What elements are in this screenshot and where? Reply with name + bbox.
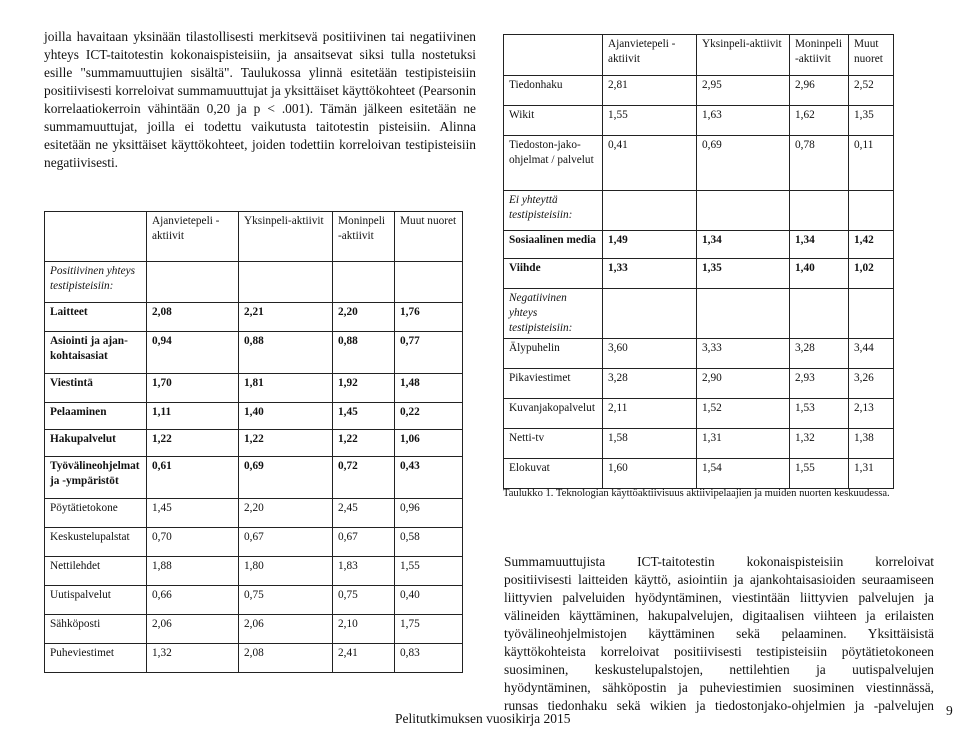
table-row <box>504 429 894 459</box>
cell-value: 1,63 <box>697 106 790 136</box>
row-label: Laitteet <box>45 303 147 332</box>
cell-value: 1,45 <box>333 403 395 430</box>
cell-value: 0,43 <box>395 457 463 499</box>
summary-line: välineiden käyttäminen, hakupalvelujen, digitaalisen viihteen ja erilaisten <box>504 608 934 623</box>
table-row <box>45 557 463 586</box>
table-row <box>504 231 894 259</box>
table-row <box>504 76 894 106</box>
cell-value: 1,83 <box>333 557 395 586</box>
cell-value: 1,76 <box>395 303 463 332</box>
row-label: Työvälineohjelmat ja -ympäristöt <box>45 457 147 499</box>
cell-value: 1,31 <box>849 459 894 489</box>
column-header: Yksinpeli-aktiivit <box>697 35 790 76</box>
cell-value: 1,48 <box>395 374 463 403</box>
table-row <box>45 615 463 644</box>
summary-line: käyttökohteista korreloivat positiivisesti testipisteisiin pöytätietokoneen <box>504 644 934 659</box>
cell-value: 1,40 <box>790 259 849 289</box>
cell-value: 0,70 <box>147 528 239 557</box>
table-row <box>45 332 463 374</box>
cell-value: 2,11 <box>603 399 697 429</box>
cell-value: 1,52 <box>697 399 790 429</box>
cell-value: 1,70 <box>147 374 239 403</box>
row-label: Tiedonhaku <box>504 76 603 106</box>
cell-value: 2,13 <box>849 399 894 429</box>
row-label: Uutispalvelut <box>45 586 147 615</box>
cell-value: 1,22 <box>147 430 239 457</box>
cell-value: 0,69 <box>239 457 333 499</box>
cell-value: 2,96 <box>790 76 849 106</box>
row-label: Pikaviestimet <box>504 369 603 399</box>
intro-line: negatiivisesti. <box>44 155 119 170</box>
cell-value: 1,22 <box>333 430 395 457</box>
summary-line: työvälineohjelmistojen käyttäminen sekä pelaaminen. Yksittäisistä <box>504 626 934 641</box>
cell-value: 0,72 <box>333 457 395 499</box>
cell-value: 0,88 <box>333 332 395 374</box>
cell-value: 2,93 <box>790 369 849 399</box>
cell-value: 2,20 <box>333 303 395 332</box>
cell-value: 1,80 <box>239 557 333 586</box>
cell-value: 2,52 <box>849 76 894 106</box>
cell-value: 0,78 <box>790 136 849 191</box>
cell-value: 3,33 <box>697 339 790 369</box>
cell-value: 1,40 <box>239 403 333 430</box>
cell-value: 0,69 <box>697 136 790 191</box>
row-label: Netti-tv <box>504 429 603 459</box>
intro-line: korrelaatiokerroin vähintään 0,20 ja p < .001). Tämän jälkeen esitetään ne <box>44 101 476 116</box>
row-label: Sähköposti <box>45 615 147 644</box>
cell-value: 0,75 <box>333 586 395 615</box>
cell-value: 0,22 <box>395 403 463 430</box>
row-label: Viihde <box>504 259 603 289</box>
cell-value: 2,41 <box>333 644 395 673</box>
column-header: Ajanvietepeli -aktiivit <box>147 212 239 262</box>
cell-value: 1,33 <box>603 259 697 289</box>
cell-value: 0,40 <box>395 586 463 615</box>
row-label: Nettilehdet <box>45 557 147 586</box>
cell-value: 1,92 <box>333 374 395 403</box>
cell-value: 2,10 <box>333 615 395 644</box>
table-row <box>504 136 894 191</box>
cell-value: 1,62 <box>790 106 849 136</box>
row-label: Älypuhelin <box>504 339 603 369</box>
row-label: Pöytätietokone <box>45 499 147 528</box>
section-row <box>45 262 463 303</box>
intro-line: yhteys ICT-taitotestin kokonaispisteisiin, ja ansaitsevat siksi tulla nostetuksi <box>44 47 476 62</box>
section-row <box>504 289 894 339</box>
section-label-negative: Negatiivinen yhteys testipisteisiin: <box>504 289 603 339</box>
cell-value: 0,96 <box>395 499 463 528</box>
column-header: Yksinpeli-aktiivit <box>239 212 333 262</box>
cell-value: 0,41 <box>603 136 697 191</box>
cell-value: 1,55 <box>790 459 849 489</box>
table-row <box>504 369 894 399</box>
row-label: Hakupalvelut <box>45 430 147 457</box>
row-label: Elokuvat <box>504 459 603 489</box>
table-row <box>504 339 894 369</box>
summary-line: positiivisesti laitteiden käyttö, asiointiin ja ajankohtaisasioiden seuraamiseen <box>504 572 934 587</box>
cell-value: 1,06 <box>395 430 463 457</box>
cell-value: 1,49 <box>603 231 697 259</box>
cell-value: 0,58 <box>395 528 463 557</box>
table-row <box>504 459 894 489</box>
intro-paragraph <box>44 28 476 172</box>
row-label: Sosiaalinen media <box>504 231 603 259</box>
table-row <box>504 106 894 136</box>
cell-value: 0,66 <box>147 586 239 615</box>
table-row <box>45 303 463 332</box>
row-label: Tiedoston-jako-ohjelmat / palvelut <box>504 136 603 191</box>
cell-value: 1,88 <box>147 557 239 586</box>
cell-value: 1,38 <box>849 429 894 459</box>
usage-table-left <box>44 211 463 673</box>
cell-value: 3,44 <box>849 339 894 369</box>
table-row <box>45 586 463 615</box>
cell-value: 0,67 <box>333 528 395 557</box>
row-label: Puheviestimet <box>45 644 147 673</box>
table-row <box>45 403 463 430</box>
table-row <box>45 457 463 499</box>
cell-value: 2,95 <box>697 76 790 106</box>
intro-line: esitetään ne yksittäiset käyttökohteet, joiden todettiin korreloivan testipisteisiin <box>44 137 476 152</box>
cell-value: 0,83 <box>395 644 463 673</box>
cell-value: 0,88 <box>239 332 333 374</box>
column-header: Ajanvietepeli -aktiivit <box>603 35 697 76</box>
cell-value: 1,32 <box>147 644 239 673</box>
row-label: Keskustelupalstat <box>45 528 147 557</box>
summary-paragraph <box>504 553 934 715</box>
cell-value: 2,20 <box>239 499 333 528</box>
table-row <box>504 259 894 289</box>
table-caption: Taulukko 1. Teknologian käyttöaktiivisuus aktiivipelaajien ja muiden nuorten keskuudessa. <box>503 488 890 499</box>
cell-value: 1,75 <box>395 615 463 644</box>
summary-line: Summamuuttujista ICT-taitotestin kokonaispisteisiin korreloivat <box>504 554 934 569</box>
summary-line: liittyvien palveluiden hyödyntäminen, viestintään liittyvien palvelujen ja <box>504 590 934 605</box>
cell-value: 1,53 <box>790 399 849 429</box>
table-row <box>45 374 463 403</box>
row-label: Pelaaminen <box>45 403 147 430</box>
page-footer: Pelitutkimuksen vuosikirja 2015 <box>395 711 571 726</box>
table-row <box>45 644 463 673</box>
cell-value: 1,32 <box>790 429 849 459</box>
row-label: Viestintä <box>45 374 147 403</box>
cell-value: 2,45 <box>333 499 395 528</box>
cell-value: 0,77 <box>395 332 463 374</box>
page-number: 9 <box>946 703 953 718</box>
summary-line: suosiminen, keskustelupalstojen, nettilehtien ja uutispalvelujen <box>504 662 934 677</box>
header-corner <box>45 212 147 262</box>
cell-value: 1,11 <box>147 403 239 430</box>
cell-value: 2,08 <box>147 303 239 332</box>
section-row <box>504 191 894 231</box>
cell-value: 1,31 <box>697 429 790 459</box>
header-corner <box>504 35 603 76</box>
cell-value: 1,45 <box>147 499 239 528</box>
table-header-row <box>504 35 894 76</box>
table-row <box>504 399 894 429</box>
row-label: Asiointi ja ajan-kohtaisasiat <box>45 332 147 374</box>
cell-value: 0,67 <box>239 528 333 557</box>
cell-value: 0,61 <box>147 457 239 499</box>
cell-value: 3,28 <box>790 339 849 369</box>
column-header: Muut nuoret <box>849 35 894 76</box>
intro-line: summamuuttujat, joilla ei todettu vaikutusta taitotestin pisteisiin. Alinna <box>44 119 476 134</box>
cell-value: 1,34 <box>697 231 790 259</box>
section-label-positive: Positiivinen yhteys testipisteisiin: <box>45 262 147 303</box>
column-header: Moninpeli -aktiivit <box>333 212 395 262</box>
section-label-none: Ei yhteyttä testipisteisiin: <box>504 191 603 231</box>
table-header-row <box>45 212 463 262</box>
row-label: Kuvanjakopalvelut <box>504 399 603 429</box>
cell-value: 1,58 <box>603 429 697 459</box>
cell-value: 1,35 <box>849 106 894 136</box>
table-row <box>45 528 463 557</box>
cell-value: 1,42 <box>849 231 894 259</box>
cell-value: 2,81 <box>603 76 697 106</box>
cell-value: 2,90 <box>697 369 790 399</box>
intro-line: esille "summamuuttujien sisältä". Taulukossa ylinnä esitetään testipisteisiin <box>44 65 476 80</box>
summary-line: runsas tiedonhaku sekä wikien ja tiedostonjako-ohjelmien ja -palvelujen <box>504 698 934 713</box>
cell-value: 3,28 <box>603 369 697 399</box>
table-row <box>45 430 463 457</box>
cell-value: 2,21 <box>239 303 333 332</box>
usage-table-right <box>503 34 894 489</box>
summary-line: hyödyntäminen, sähköpostin ja puheviestimien suosiminen viestinnässä, <box>504 680 934 695</box>
cell-value: 1,55 <box>395 557 463 586</box>
intro-line: joilla havaitaan yksinään tilastollisesti merkitsevä positiivinen tai negatiivinen <box>44 29 476 44</box>
cell-value: 1,34 <box>790 231 849 259</box>
cell-value: 2,08 <box>239 644 333 673</box>
column-header: Muut nuoret <box>395 212 463 262</box>
cell-value: 1,54 <box>697 459 790 489</box>
cell-value: 3,60 <box>603 339 697 369</box>
cell-value: 2,06 <box>239 615 333 644</box>
row-label: Wikit <box>504 106 603 136</box>
cell-value: 1,55 <box>603 106 697 136</box>
cell-value: 1,22 <box>239 430 333 457</box>
cell-value: 0,11 <box>849 136 894 191</box>
cell-value: 0,94 <box>147 332 239 374</box>
cell-value: 1,02 <box>849 259 894 289</box>
cell-value: 1,35 <box>697 259 790 289</box>
cell-value: 2,06 <box>147 615 239 644</box>
intro-line: positiivisesti korreloivat summamuuttujat ja yksittäiset käyttökohteet (Pearsonin <box>44 83 476 98</box>
cell-value: 3,26 <box>849 369 894 399</box>
column-header: Moninpeli -aktiivit <box>790 35 849 76</box>
cell-value: 0,75 <box>239 586 333 615</box>
cell-value: 1,81 <box>239 374 333 403</box>
table-row <box>45 499 463 528</box>
cell-value: 1,60 <box>603 459 697 489</box>
